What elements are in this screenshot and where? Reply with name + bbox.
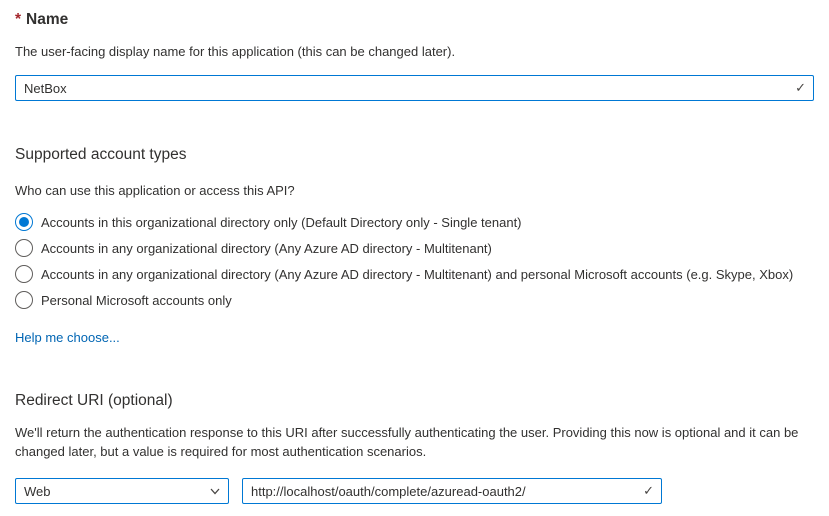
required-asterisk: * — [15, 11, 22, 28]
chevron-down-icon — [209, 485, 221, 497]
name-section — [15, 10, 814, 101]
account-types-question: Who can use this application or access this API? — [15, 183, 295, 198]
account-type-option-personal-only[interactable] — [15, 287, 814, 313]
account-type-option-single-tenant[interactable] — [15, 209, 814, 235]
name-label-text: Name — [26, 11, 69, 28]
platform-select[interactable] — [15, 478, 229, 504]
radio-button-selected-icon[interactable] — [15, 213, 33, 231]
name-label — [15, 10, 814, 30]
account-types-radio-group — [15, 209, 814, 313]
redirect-uri-description: We'll return the authentication response to this URI after successfully authenticating the user. Providing this now is optional and it can be changed later, but a value is required for most authentication scenarios. — [15, 425, 799, 459]
radio-button-icon[interactable] — [15, 239, 33, 257]
redirect-uri-input[interactable] — [243, 479, 661, 503]
redirect-uri-title: Redirect URI (optional) — [15, 392, 173, 409]
radio-button-icon[interactable] — [15, 291, 33, 309]
account-type-option-multitenant-personal[interactable] — [15, 261, 814, 287]
platform-select-value: Web — [24, 483, 51, 499]
radio-label: Accounts in any organizational directory (Any Azure AD directory - Multitenant) and personal Microsoft accounts (e.g. Skype, Xbox) — [41, 266, 794, 282]
name-input-wrap — [15, 75, 814, 101]
redirect-uri-row — [15, 478, 814, 504]
account-type-option-multitenant[interactable] — [15, 235, 814, 261]
account-types-title: Supported account types — [15, 146, 187, 163]
valid-checkmark-icon: ✓ — [795, 80, 806, 95]
account-types-section — [15, 145, 814, 347]
valid-checkmark-icon: ✓ — [643, 483, 654, 498]
name-input[interactable] — [16, 76, 813, 100]
help-me-choose-link[interactable]: Help me choose... — [15, 330, 120, 345]
radio-button-icon[interactable] — [15, 265, 33, 283]
redirect-uri-section — [15, 391, 814, 504]
name-description: The user-facing display name for this application (this can be changed later). — [15, 44, 456, 59]
radio-label: Accounts in this organizational directory only (Default Directory only - Single tenant) — [41, 214, 522, 230]
radio-label: Personal Microsoft accounts only — [41, 292, 232, 308]
redirect-uri-input-wrap — [242, 478, 662, 504]
radio-label: Accounts in any organizational directory (Any Azure AD directory - Multitenant) — [41, 240, 492, 256]
